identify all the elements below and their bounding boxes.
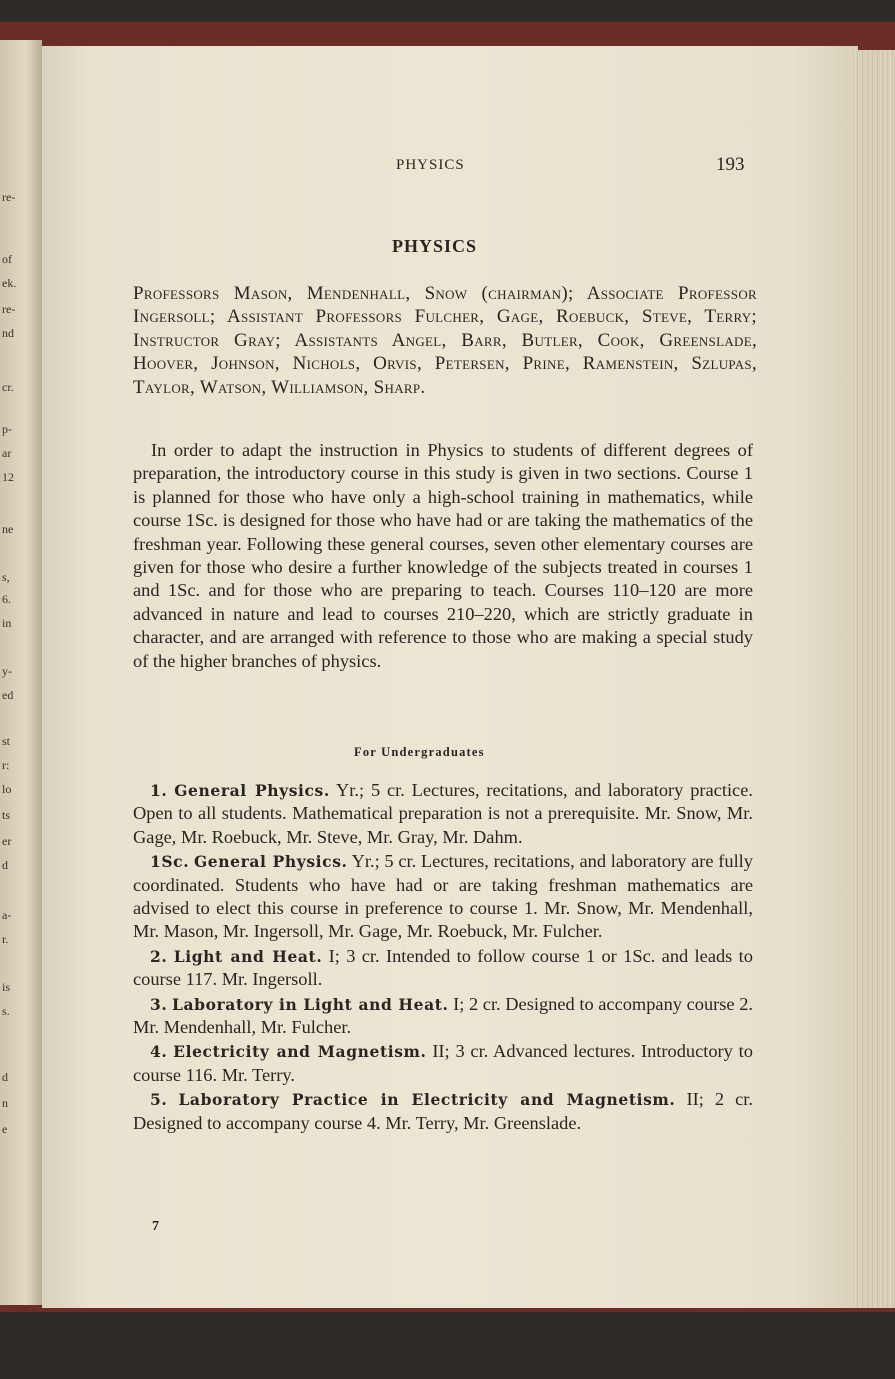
facing-page-fragment: is: [2, 980, 11, 994]
facing-page-fragment: a-: [2, 908, 12, 922]
facing-page-fragment: ar: [2, 446, 12, 460]
facing-page-fragment: re-: [2, 302, 16, 316]
facing-page-fragment: nd: [2, 326, 14, 340]
intro-paragraph: In order to adapt the instruction in Physics to students of different degrees of preparation, the introductory course in this study is given in two sections. Course 1 is planned for those who have only a high-school training in mathematics, while course 1Sc. is designed for those who have had or are taking the mathematics of the freshman year. Following these general courses, seven other elementary courses are given for those who desire a further knowledge of the subjects treated in courses 1 and 1Sc. and for those who are preparing to teach. Courses 110–120 are more advanced in nature and lead to courses 210–220, which are strictly graduate in character, and are arranged with reference to those who are making a special study of the higher branches of physics.: [133, 440, 753, 671]
course-entry: [133, 993, 753, 1040]
facing-page-fragment: er: [2, 834, 12, 848]
course-entry: [133, 779, 753, 849]
course-list: [133, 779, 753, 1136]
facing-page-fragment: ed: [2, 688, 14, 702]
facing-page-fragment: 12: [2, 470, 14, 484]
course-description: Yr.; 5 cr. Lectures, recitations, and laboratory practice. Open to all students. Mathematical preparation is not a prerequisite. Mr. Snow, Mr. Gage, Mr. Roebuck, Mr. Steve, Mr. Gray, Mr. Dahm.: [133, 780, 753, 847]
course-number: 2.: [150, 946, 168, 966]
facing-page-fragment: s.: [2, 1004, 10, 1018]
facing-page-fragment: ts: [2, 808, 11, 822]
facing-page-fragment: ne: [2, 522, 14, 536]
facing-page-fragment: 6.: [2, 592, 11, 606]
course-number: 1Sc.: [150, 852, 190, 872]
facing-page-fragment: re-: [2, 190, 16, 204]
facing-page-fragment: d: [2, 858, 8, 872]
course-number: 1.: [150, 781, 168, 800]
facing-page-fragment: d: [2, 1070, 8, 1084]
facing-page-edge: [0, 40, 42, 1305]
section-heading: PHYSICS: [392, 236, 478, 256]
facing-page-fragment: r:: [2, 758, 10, 772]
running-head-title: PHYSICS: [396, 157, 465, 173]
subheading-undergraduates: For Undergraduates: [354, 745, 485, 759]
course-entry: [133, 1088, 753, 1135]
facing-page-fragment: s,: [2, 570, 10, 584]
facing-page-fragment: e: [2, 1122, 8, 1136]
facing-page-fragment: in: [2, 616, 12, 630]
course-title: General Physics.: [193, 852, 348, 872]
facing-page-fragment: y-: [2, 664, 12, 678]
course-number: 3.: [150, 994, 168, 1014]
facing-page-fragment: r.: [2, 932, 9, 946]
course-entry: [133, 850, 753, 944]
facing-page-fragment: st: [2, 734, 11, 748]
course-entry: [133, 1040, 753, 1087]
facing-page-fragment: cr.: [2, 380, 14, 394]
facing-page-fragment: n: [2, 1096, 8, 1110]
page-number: 193: [716, 154, 745, 175]
signature-mark: 7: [152, 1219, 159, 1234]
facing-page-fragment: lo: [2, 782, 12, 796]
course-number: 4.: [150, 1042, 168, 1062]
facing-page-fragment: of: [2, 252, 12, 266]
course-title: Electricity and Magnetism.: [173, 1042, 427, 1062]
course-title: Light and Heat.: [173, 946, 323, 966]
course-description: Yr.; 5 cr. Lectures, recitations, and laboratory are fully coordinated. Students who have had or are taking freshman mathematics are advised to elect this course in preference to course 1. Mr. Snow, Mr. Mendenhall, Mr. Mason, Mr. Ingersoll, Mr. Gage, Mr. Roebuck, Mr. Fulcher.: [133, 851, 753, 942]
facing-page-fragment: ek.: [2, 276, 17, 290]
faculty-list: Professors Mason, Mendenhall, Snow (chairman); Associate Professor Ingersoll; Assistant Professors Fulcher, Gage, Roebuck, Steve, Terry; Instructor Gray; Assistants Angel, Barr, Butler, Cook, Greenslade, Hoover, Johnson, Nichols, Orvis, Petersen, Prine, Ramenstein, Szlupas, Taylor, Watson, Williamson, Sharp.: [133, 283, 757, 398]
course-title: General Physics.: [174, 781, 330, 800]
course-title: Laboratory in Light and Heat.: [172, 994, 449, 1014]
page-edges: [854, 50, 895, 1308]
course-description: I; 3 cr. Intended to follow course 1 or 1Sc. and leads to course 117. Mr. Ingersoll.: [133, 945, 753, 990]
facing-page-fragment: p-: [2, 422, 12, 436]
course-title: Laboratory Practice in Electricity and Magnetism.: [178, 1090, 676, 1110]
course-number: 5.: [150, 1090, 168, 1110]
course-description: II; 3 cr. Advanced lectures. Introductory to course 116. Mr. Terry.: [133, 1041, 753, 1085]
course-entry: [133, 945, 753, 992]
course-description: I; 2 cr. Designed to accompany course 2. Mr. Mendenhall, Mr. Fulcher.: [133, 993, 753, 1038]
course-description: II; 2 cr. Designed to accompany course 4. Mr. Terry, Mr. Greenslade.: [133, 1089, 753, 1133]
